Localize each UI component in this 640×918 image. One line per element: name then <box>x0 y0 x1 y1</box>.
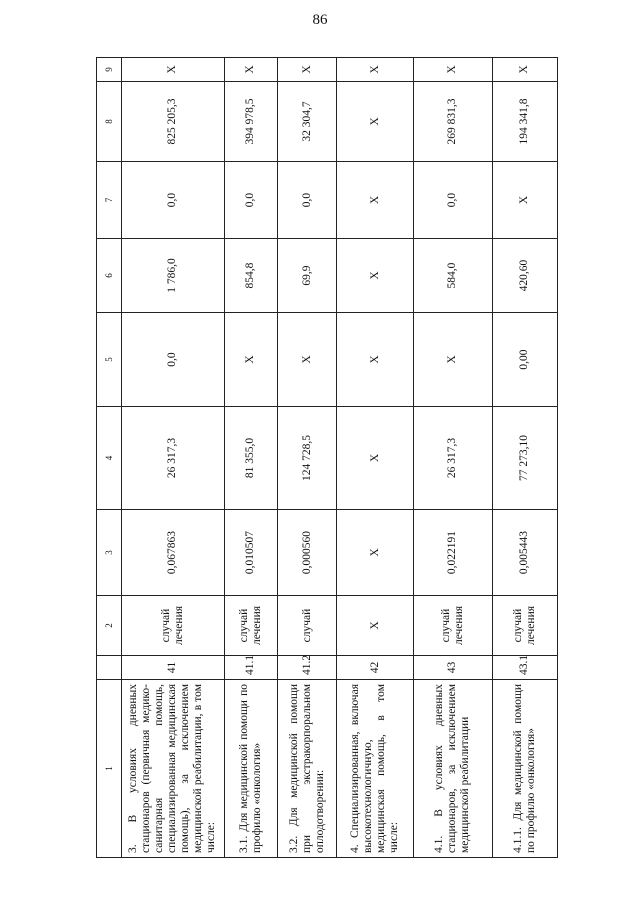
page-number: 86 <box>312 12 328 28</box>
row-cell: Х <box>121 58 224 82</box>
row-cell: Х <box>278 58 337 82</box>
data-table <box>96 57 558 858</box>
row-cell: 394 978,5 <box>224 82 278 162</box>
table-row <box>224 58 278 858</box>
row-cell: Х <box>337 162 414 239</box>
row-cell: Х <box>337 82 414 162</box>
table-row <box>121 58 224 858</box>
row-cell: 77 273,10 <box>492 407 557 510</box>
row-name: 3.1. Для медицинской помощи по профилю «онкология» <box>224 680 278 858</box>
row-name: 4.1. В условиях дневных стационаров, за исключением медицинской реабилитации <box>414 680 492 858</box>
row-cell: 0,067863 <box>121 510 224 596</box>
row-cell: 0,022191 <box>414 510 492 596</box>
row-cell: 194 341,8 <box>492 82 557 162</box>
header-cell: 1 <box>97 680 122 858</box>
row-cell: Х <box>278 313 337 407</box>
row-cell: 825 205,3 <box>121 82 224 162</box>
row-unit: случай лечения <box>492 596 557 656</box>
header-cell: 7 <box>97 162 122 239</box>
rotated-table-container <box>96 58 558 858</box>
header-cell: 5 <box>97 313 122 407</box>
row-code: 43.1 <box>492 656 557 680</box>
table-row <box>492 58 557 858</box>
row-cell: 0,005443 <box>492 510 557 596</box>
row-cell: Х <box>337 239 414 313</box>
row-unit: случай лечения <box>121 596 224 656</box>
row-cell: Х <box>337 313 414 407</box>
row-code: 41.1 <box>224 656 278 680</box>
row-cell: 269 831,3 <box>414 82 492 162</box>
header-cell: 4 <box>97 407 122 510</box>
header-cell <box>97 656 122 680</box>
row-cell: 124 728,5 <box>278 407 337 510</box>
table-row <box>414 58 492 858</box>
row-unit: Х <box>337 596 414 656</box>
row-cell: Х <box>337 58 414 82</box>
header-row <box>97 58 122 858</box>
row-cell: 0,0 <box>414 162 492 239</box>
row-code: 42 <box>337 656 414 680</box>
row-code: 43 <box>414 656 492 680</box>
table-row <box>278 58 337 858</box>
row-unit: случай лечения <box>414 596 492 656</box>
row-cell: 0,0 <box>121 162 224 239</box>
row-cell: 1 786,0 <box>121 239 224 313</box>
row-cell: 32 304,7 <box>278 82 337 162</box>
row-cell: Х <box>414 313 492 407</box>
header-cell: 2 <box>97 596 122 656</box>
row-cell: Х <box>337 407 414 510</box>
row-cell: Х <box>492 58 557 82</box>
row-cell: 26 317,3 <box>414 407 492 510</box>
row-cell: Х <box>224 58 278 82</box>
row-code: 41.2 <box>278 656 337 680</box>
row-cell: 854,8 <box>224 239 278 313</box>
row-cell: Х <box>224 313 278 407</box>
row-cell: 26 317,3 <box>121 407 224 510</box>
table-row <box>337 58 414 858</box>
row-cell: 0,0 <box>278 162 337 239</box>
header-cell: 3 <box>97 510 122 596</box>
row-unit: случай <box>278 596 337 656</box>
row-cell: 0,000560 <box>278 510 337 596</box>
row-unit: случай лечения <box>224 596 278 656</box>
row-cell: 420,60 <box>492 239 557 313</box>
row-name: 4. Специализированная, включая высокотехнологичную, медицинская помощь, в том числе: <box>337 680 414 858</box>
row-name: 3.2. Для медицинской помощи при экстракорпоральном оплодотворении: <box>278 680 337 858</box>
header-cell: 8 <box>97 82 122 162</box>
row-cell: 0,0 <box>121 313 224 407</box>
row-cell: 584,0 <box>414 239 492 313</box>
header-cell: 9 <box>97 58 122 82</box>
row-cell: Х <box>414 58 492 82</box>
header-cell: 6 <box>97 239 122 313</box>
row-name: 4.1.1. Для медицинской помощи по профилю «онкология» <box>492 680 557 858</box>
row-cell: 81 355,0 <box>224 407 278 510</box>
row-cell: 0,010507 <box>224 510 278 596</box>
row-name: 3. В условиях дневных стационаров (первичная медико-санитарная помощь, специализированная медицинская помощь), за исключением медицинской реабилитации, в том числе: <box>121 680 224 858</box>
row-cell: Х <box>492 162 557 239</box>
row-cell: 0,0 <box>224 162 278 239</box>
row-cell: Х <box>337 510 414 596</box>
row-cell: 69,9 <box>278 239 337 313</box>
row-cell: 0,00 <box>492 313 557 407</box>
row-code: 41 <box>121 656 224 680</box>
